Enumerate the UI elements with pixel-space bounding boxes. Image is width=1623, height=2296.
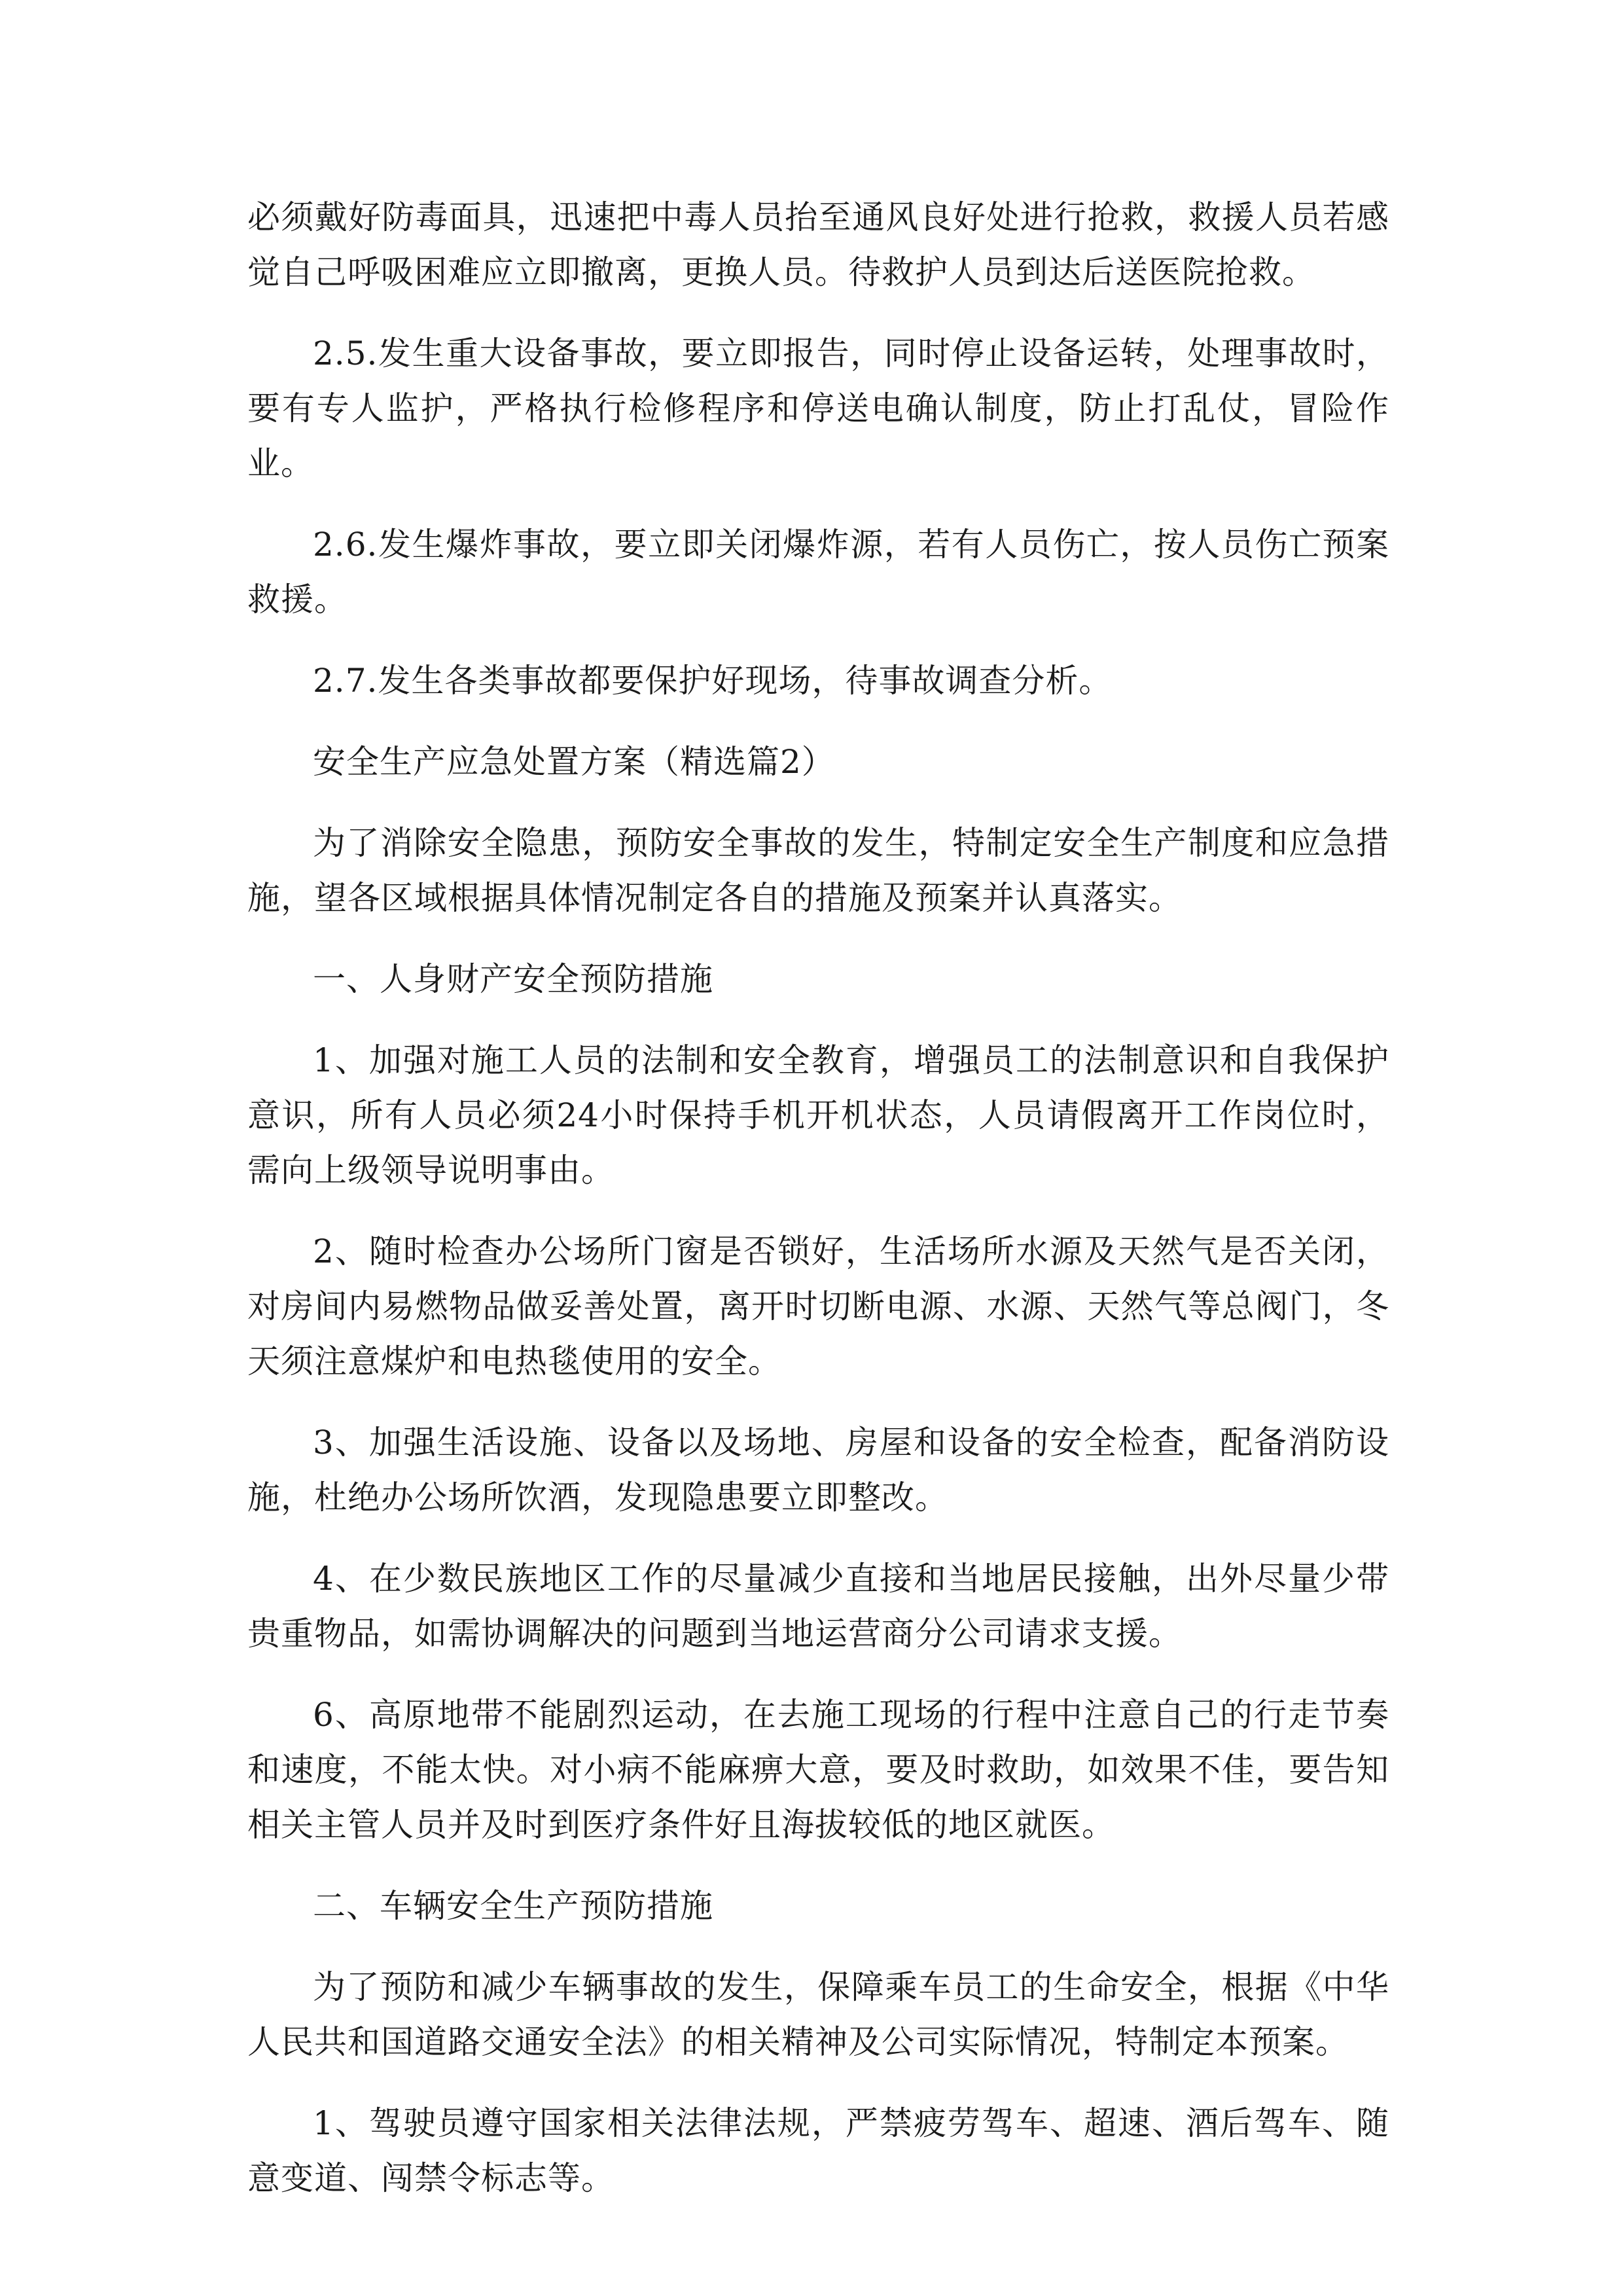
- heading-personal-property-safety: 一、人身财产安全预防措施: [313, 960, 713, 998]
- item-3-facility-inspection: 3、加强生活设施、设备以及场地、房屋和设备的安全检查，配备消防设施，杜绝办公场所饮酒，发现隐患要立即整改。: [247, 1424, 1389, 1516]
- intro-paragraph: 为了消除安全隐患，预防安全事故的发生，特制定安全生产制度和应急措施，望各区域根据具体情况制定各自的措施及预案并认真落实。: [247, 824, 1389, 917]
- heading-vehicle-safety: 二、车辆安全生产预防措施: [313, 1887, 713, 1925]
- paragraph-2-7: 2.7.发生各类事故都要保护好现场，待事故调查分析。: [313, 662, 1113, 700]
- vehicle-intro-paragraph: 为了预防和减少车辆事故的发生，保障乘车员工的生命安全，根据《中华人民共和国道路交通安全法》的相关精神及公司实际情况，特制定本预案。: [247, 1968, 1389, 2061]
- section-title: 安全生产应急处置方案（精选篇2）: [313, 743, 835, 781]
- paragraph-continuation: 必须戴好防毒面具，迅速把中毒人员抬至通风良好处进行抢救，救援人员若感觉自己呼吸困难应立即撤离，更换人员。待救护人员到达后送医院抢救。: [247, 198, 1389, 291]
- item-2-check-doors-windows: 2、随时检查办公场所门窗是否锁好，生活场所水源及天然气是否关闭，对房间内易燃物品做妥善处置，离开时切断电源、水源、天然气等总阀门，冬天须注意煤炉和电热毯使用的安全。: [247, 1232, 1389, 1380]
- item-4-minority-regions: 4、在少数民族地区工作的尽量减少直接和当地居民接触，出外尽量少带贵重物品，如需协调解决的问题到当地运营商分公司请求支援。: [247, 1560, 1389, 1653]
- paragraph-2-5: 2.5.发生重大设备事故，要立即报告，同时停止设备运转，处理事故时，要有专人监护，严格执行检修程序和停送电确认制度，防止打乱仗，冒险作业。: [247, 334, 1389, 482]
- document-body: [247, 190, 1389, 2232]
- item-1-legal-education: 1、加强对施工人员的法制和安全教育，增强员工的法制意识和自我保护意识，所有人员必须24小时保持手机开机状态，人员请假离开工作岗位时，需向上级领导说明事由。: [247, 1041, 1389, 1189]
- item-6-plateau-areas: 6、高原地带不能剧烈运动，在去施工现场的行程中注意自己的行走节奏和速度，不能太快。对小病不能麻痹大意，要及时救助，如效果不佳，要告知相关主管人员并及时到医疗条件好且海拔较低的地区就医。: [247, 1696, 1389, 1844]
- paragraph-2-6: 2.6.发生爆炸事故，要立即关闭爆炸源，若有人员伤亡，按人员伤亡预案救援。: [247, 526, 1389, 619]
- vehicle-item-1-drivers: 1、驾驶员遵守国家相关法律法规，严禁疲劳驾车、超速、酒后驾车、随意变道、闯禁令标志等。: [247, 2104, 1389, 2197]
